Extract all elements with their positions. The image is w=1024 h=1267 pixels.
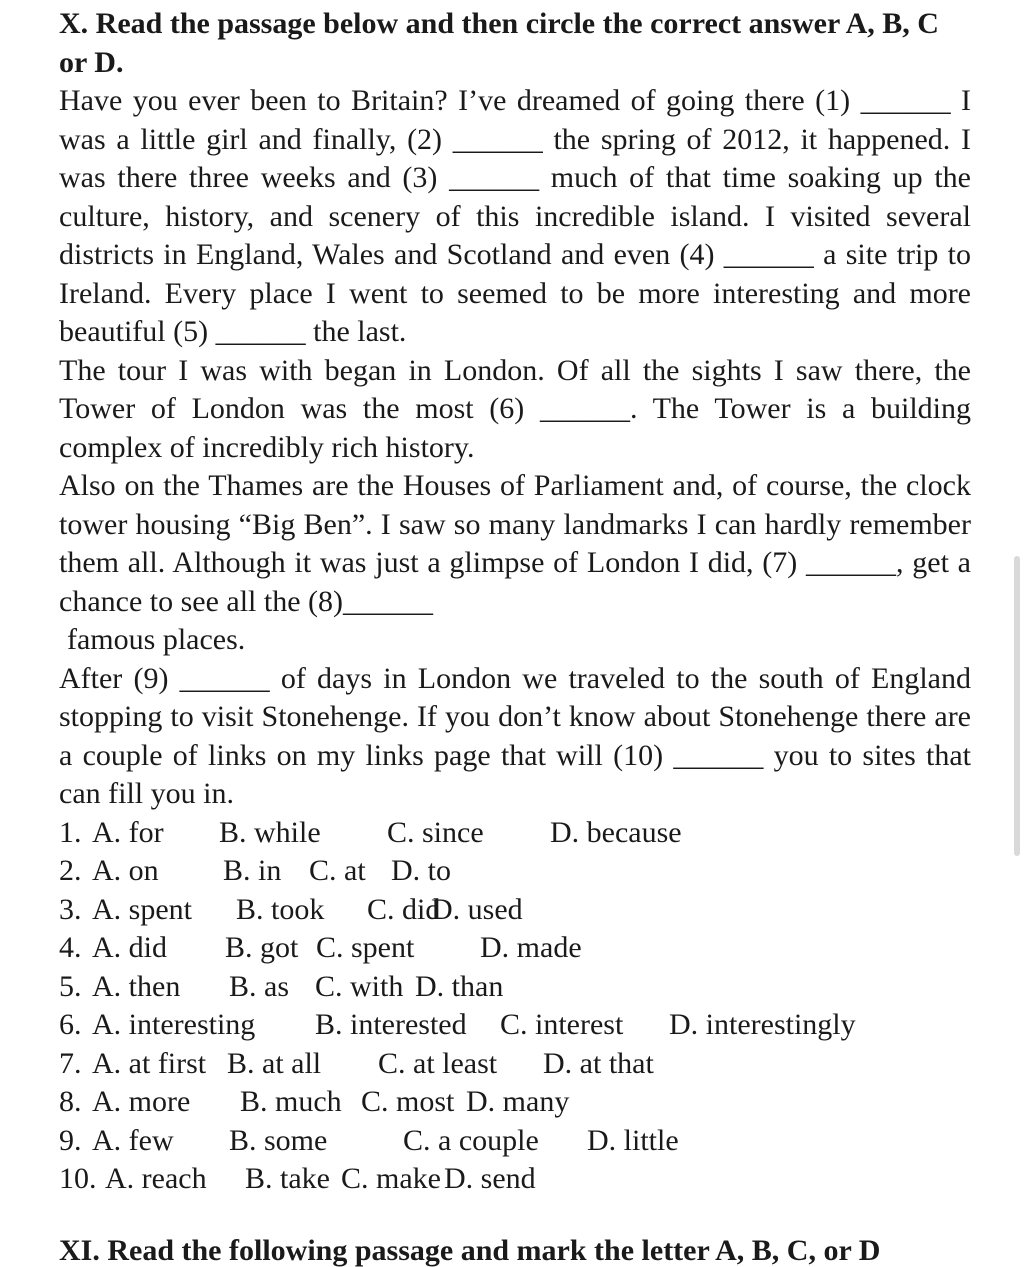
- option-c[interactable]: C. most: [361, 1085, 455, 1118]
- next-exercise-heading-cutoff: [59, 1234, 971, 1267]
- worksheet: [59, 0, 971, 1199]
- option-d[interactable]: D. at that: [543, 1046, 654, 1080]
- option-c[interactable]: C. at least: [378, 1046, 498, 1080]
- question-number: 9.: [59, 1123, 82, 1157]
- scrollbar[interactable]: [1014, 556, 1020, 856]
- option-c[interactable]: C. make: [341, 1162, 441, 1195]
- question-row: [59, 1045, 971, 1084]
- option-a[interactable]: A. few: [92, 1123, 174, 1157]
- option-c[interactable]: C. interest: [500, 1008, 624, 1041]
- option-b[interactable]: B. while: [219, 815, 321, 849]
- option-a[interactable]: A. more: [92, 1085, 191, 1118]
- option-b[interactable]: B. took: [236, 892, 325, 926]
- passage-paragraph-2: The tour I was with began in London. Of all the sights I saw there, the Tower of London was the most (6) ______. The Tower is a building complex of incredibly rich history.: [59, 353, 971, 464]
- answer-options: [59, 814, 971, 1199]
- question-row: [59, 891, 971, 930]
- passage-paragraph-1: Have you ever been to Britain? I’ve dreamed of going there (1) ______ I was a little girl and finally, (2) ______ the spring of 2012, it happened. I was there three weeks and (3) ______ much of that time soaking up the culture, history, and scenery of this incredible island. I visited several districts in England, Wales and Scotland and even (4) ______ a site trip to Ireland. Every place I went to seemed to be more interesting and more beautiful (5) ______ the last.: [59, 84, 971, 348]
- option-c[interactable]: C. did: [367, 892, 441, 926]
- question-row: [59, 814, 971, 853]
- question-number: 4.: [59, 931, 82, 964]
- question-row: [59, 1160, 971, 1199]
- question-number: 6.: [59, 1008, 82, 1041]
- option-d[interactable]: D. send: [444, 1162, 536, 1195]
- option-b[interactable]: B. take: [245, 1162, 330, 1195]
- question-row: [59, 1122, 971, 1161]
- option-a[interactable]: A. did: [92, 931, 167, 964]
- option-b[interactable]: B. at all: [227, 1046, 322, 1080]
- option-c[interactable]: C. with: [315, 969, 404, 1003]
- option-a[interactable]: A. reach: [105, 1162, 207, 1195]
- option-d[interactable]: D. to: [391, 854, 451, 887]
- question-number: 8.: [59, 1085, 82, 1118]
- question-row: [59, 929, 971, 968]
- option-d[interactable]: D. many: [466, 1085, 570, 1118]
- option-b[interactable]: B. in: [223, 854, 282, 887]
- question-row: [59, 968, 971, 1007]
- option-a[interactable]: A. interesting: [92, 1008, 256, 1041]
- option-d[interactable]: D. because: [550, 815, 682, 849]
- option-b[interactable]: B. got: [225, 931, 299, 964]
- next-exercise-heading-text: XI. Read the following passage and mark the letter A, B, C, or D: [59, 1234, 881, 1267]
- option-a[interactable]: A. at first: [92, 1046, 207, 1080]
- option-a[interactable]: A. on: [92, 854, 159, 887]
- option-d[interactable]: D. made: [480, 931, 582, 964]
- option-a[interactable]: A. then: [92, 969, 181, 1003]
- option-c[interactable]: C. spent: [316, 931, 415, 964]
- question-number: 1.: [59, 815, 82, 849]
- question-number: 10.: [59, 1162, 97, 1195]
- option-d[interactable]: D. than: [415, 969, 504, 1003]
- question-number: 5.: [59, 969, 82, 1003]
- option-d[interactable]: D. used: [431, 892, 523, 926]
- option-b[interactable]: B. some: [229, 1123, 328, 1157]
- option-b[interactable]: B. as: [229, 969, 289, 1003]
- question-number: 2.: [59, 854, 82, 887]
- option-d[interactable]: D. little: [587, 1123, 679, 1157]
- exercise-heading: X. Read the passage below and then circle the correct answer A, B, C or D.: [59, 7, 939, 79]
- option-c[interactable]: C. a couple: [403, 1123, 539, 1157]
- option-d[interactable]: D. interestingly: [669, 1008, 856, 1041]
- question-number: 3.: [59, 892, 82, 926]
- question-row: [59, 852, 971, 891]
- option-a[interactable]: A. spent: [92, 892, 192, 926]
- question-number: 7.: [59, 1046, 82, 1080]
- option-b[interactable]: B. interested: [315, 1008, 467, 1041]
- option-b[interactable]: B. much: [240, 1085, 342, 1118]
- question-row: [59, 1083, 971, 1122]
- passage-paragraph-3: Also on the Thames are the Houses of Parliament and, of course, the clock tower housing “Big Ben”. I saw so many landmarks I can hardly remember them all. Although it was just a glimpse of London I did, (7) ______, get a chance to see all the (8)______: [59, 469, 971, 618]
- option-a[interactable]: A. for: [92, 815, 164, 849]
- passage-paragraph-3-continued: famous places.: [67, 623, 246, 656]
- passage-paragraph-4: After (9) ______ of days in London we traveled to the south of England stopping to visit Stonehenge. If you don’t know about Stonehenge there are a couple of links on my links page that will (10) ______ you to sites that can fill you in.: [59, 661, 971, 810]
- question-row: [59, 1006, 971, 1045]
- option-c[interactable]: C. since: [387, 815, 484, 849]
- option-c[interactable]: C. at: [309, 854, 366, 887]
